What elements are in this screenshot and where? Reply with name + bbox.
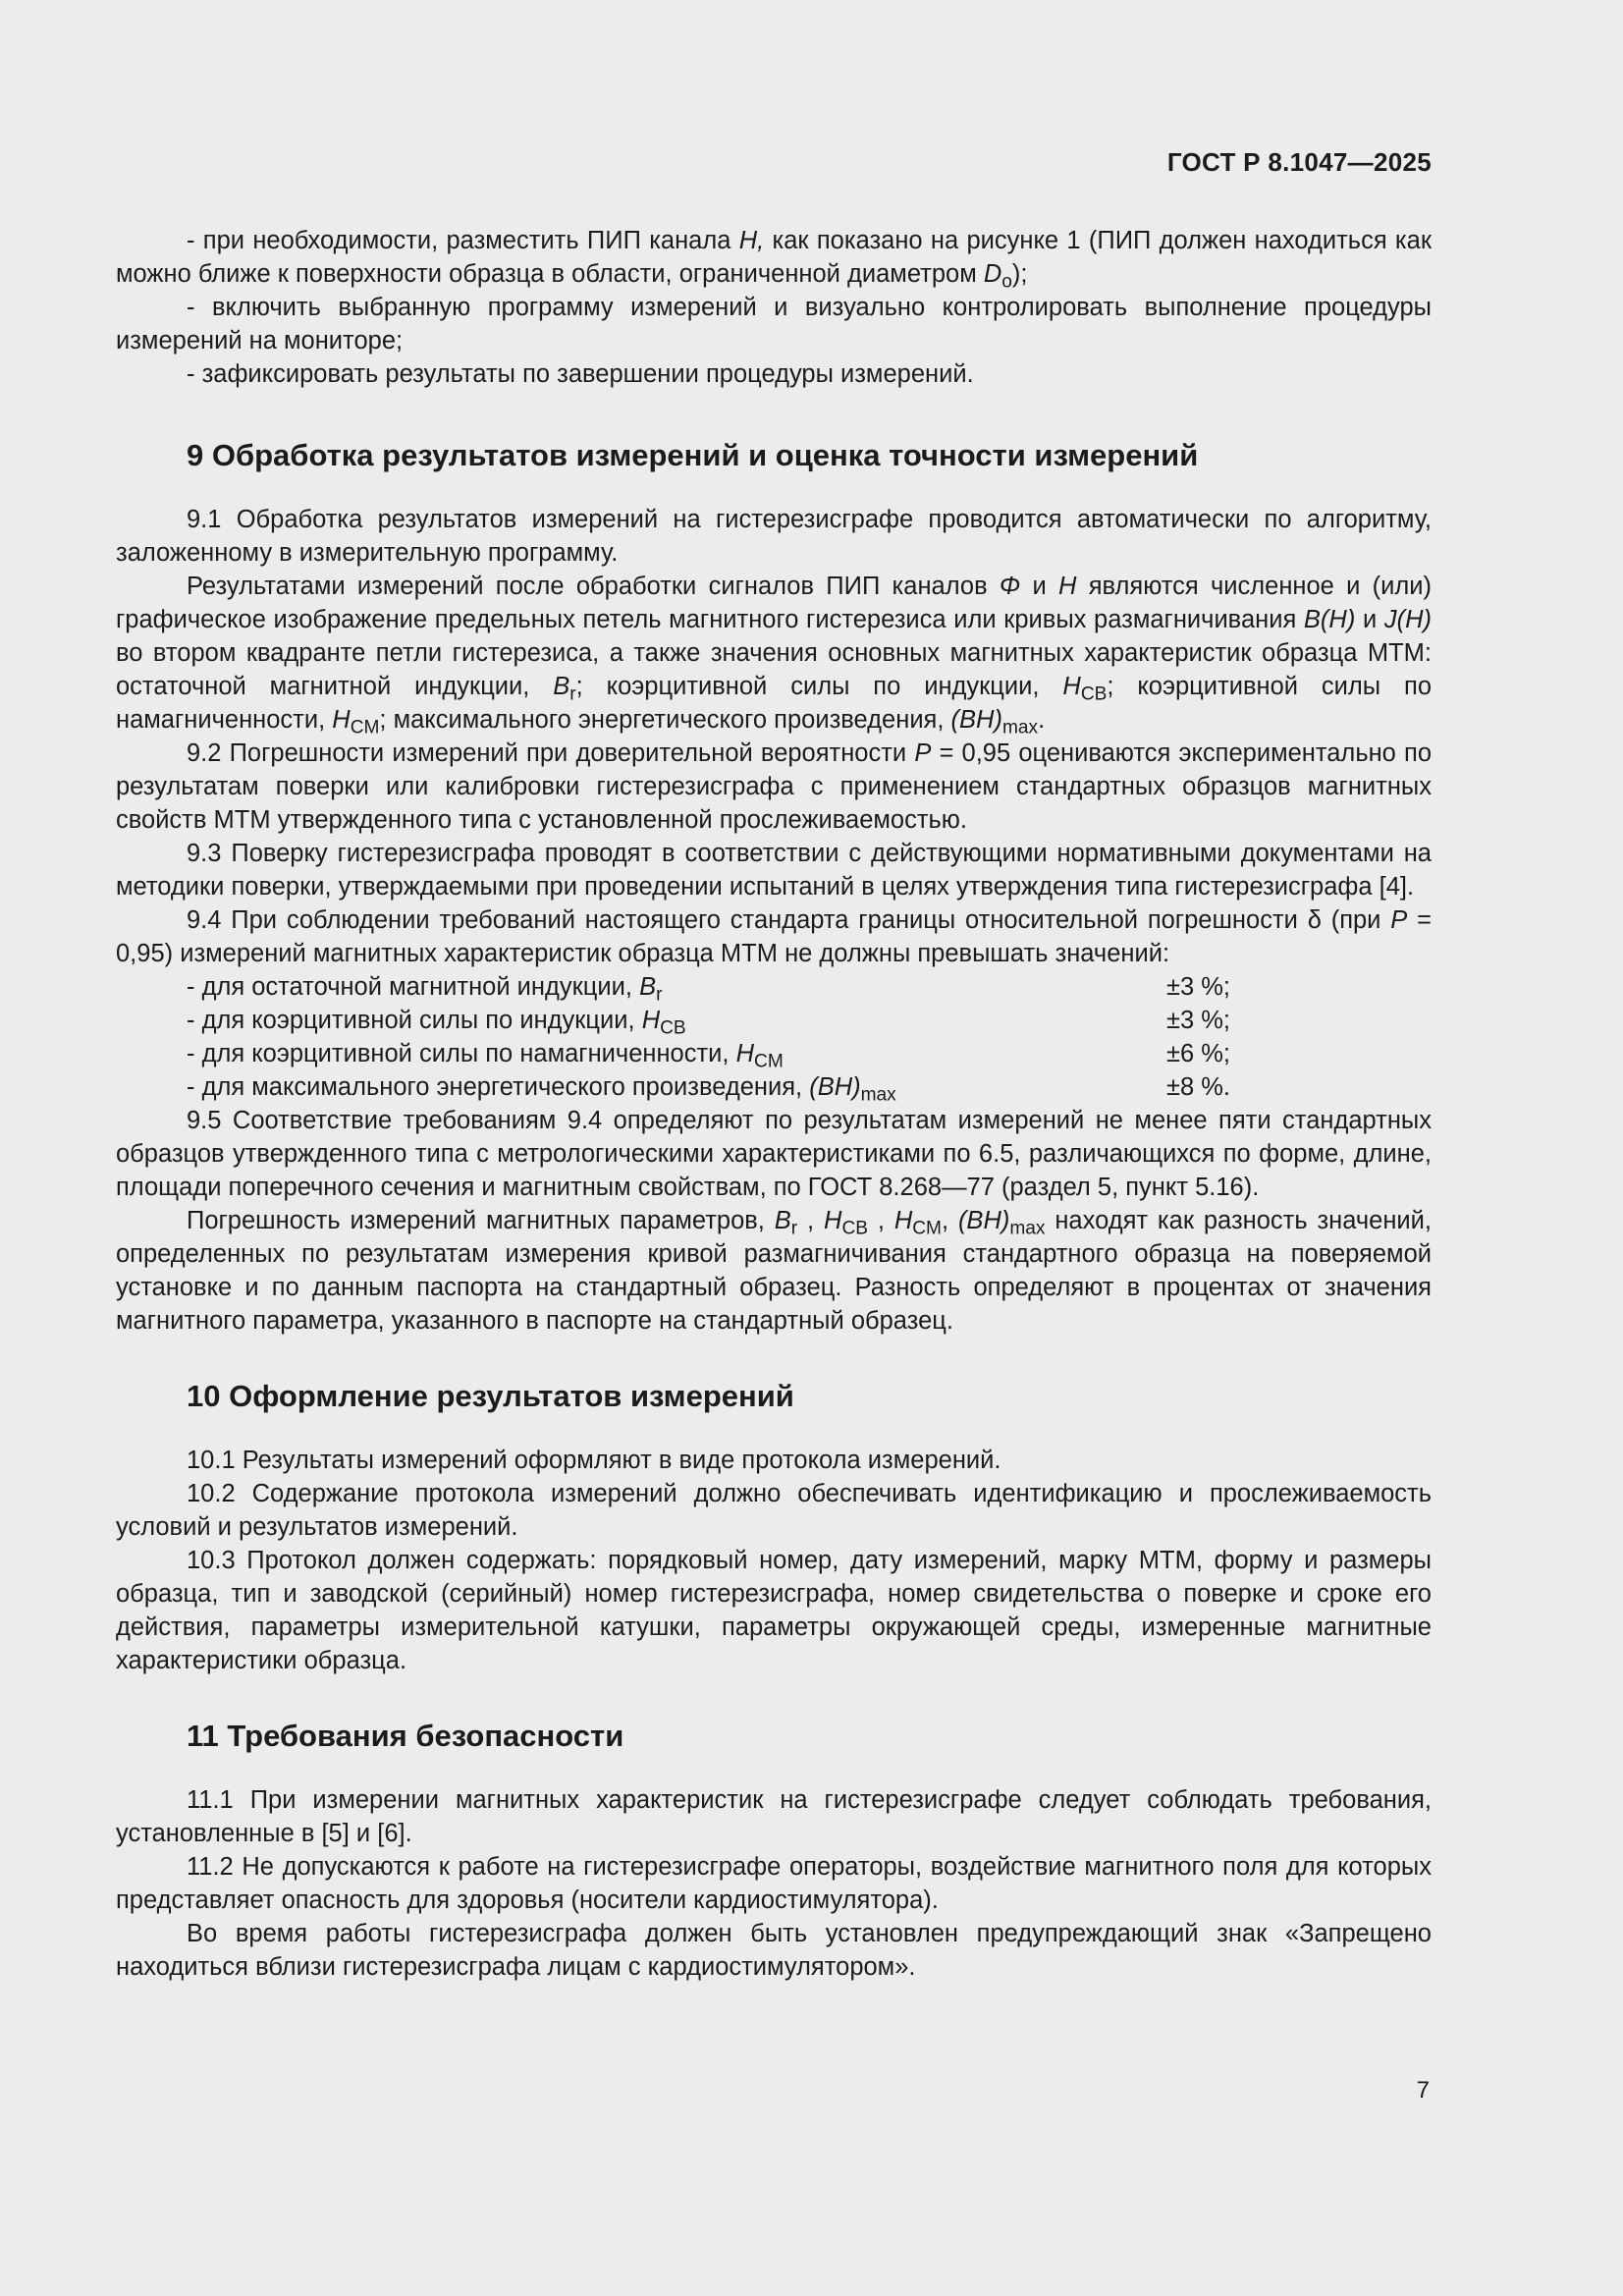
page-content bbox=[116, 224, 1432, 1984]
limits-list bbox=[116, 970, 1432, 1104]
para-9-1: 9.1 Обработка результатов измерений на гистерезисграфе проводится автоматически по алгоритму, заложенному в измерительную программу. bbox=[116, 506, 1432, 567]
intro-bullet-1: - при необходимости, разместить ПИП канала H, как показано на рисунке 1 (ПИП должен находиться как можно ближе к поверхности образца в области, ограниченной диаметром $D_o$); bbox=[116, 227, 1432, 293]
limit-row: - для остаточной магнитной индукции, $B_r$ ±3 %; bbox=[187, 970, 1432, 1004]
para-10-1: 10.1 Результаты измерений оформляют в виде протокола измерений. bbox=[187, 1447, 1001, 1474]
para-10-2: 10.2 Содержание протокола измерений должно обеспечивать идентификацию и прослеживаемость условий и результатов измерений. bbox=[116, 1480, 1432, 1541]
para-9-2: 9.2 Погрешности измерений при доверительной вероятности P = 0,95 оцениваются экспериментально по результатам поверки или калибровки гистерезисграфа с применением стандартных образцов магнитных свойств МТМ утвержденного типа с установленной прослеживаемостью. bbox=[116, 739, 1433, 834]
limit-value: ±3 %; bbox=[1166, 973, 1231, 1001]
document-code: ГОСТ Р 8.1047—2025 bbox=[1166, 147, 1432, 177]
para-10-3: 10.3 Протокол должен содержать: порядковый номер, дату измерений, марку МТМ, форму и размеры образца, тип и заводской (серийный) номер гистерезисграфа, номер свидетельства о поверке и сроке его действия, параметры измерительной катушки, параметры окружающей среды, измеренные магнитные характеристики образца. bbox=[116, 1547, 1432, 1674]
para-9-3: 9.3 Поверку гистерезисграфа проводят в соответствии с действующими нормативными документами на методики поверки, утверждаемыми при проведении испытаний в целях утверждения типа гистерезисграфа [4]. bbox=[116, 840, 1432, 901]
section-11-title: 11 Требования безопасности bbox=[187, 1719, 624, 1753]
intro-bullet-3: - зафиксировать результаты по завершении процедуры измерений. bbox=[187, 360, 974, 388]
limit-row: - для коэрцитивной силы по намагниченности, $H_{CM}$ ±6 %; bbox=[187, 1037, 1432, 1070]
limit-value: ±3 %; bbox=[1166, 1007, 1231, 1034]
para-11-1: 11.1 При измерении магнитных характеристик на гистерезисграфе следует соблюдать требования, установленные в [5] и [6]. bbox=[116, 1786, 1432, 1847]
limit-row: - для максимального энергетического произведения, $(BH)_{max}$ ±8 %. bbox=[187, 1070, 1432, 1104]
para-9-5: 9.5 Соответствие требованиям 9.4 определяют по результатам измерений не менее пяти стандартных образцов утвержденного типа с метрологическими характеристиками по 6.5, различающихся по форме, длине, площади поперечного сечения и магнитным свойствам, по ГОСТ 8.268—77 (раздел 5, пункт 5.16). bbox=[116, 1107, 1432, 1201]
para-9-4: 9.4 При соблюдении требований настоящего стандарта границы относительной погрешности δ (при P = 0,95) измерений магнитных характеристик образца МТМ не должны превышать значений: bbox=[116, 906, 1432, 967]
page-number: 7 bbox=[1416, 2077, 1430, 2104]
limit-value: ±6 %; bbox=[1166, 1040, 1231, 1067]
intro-bullet-2: - включить выбранную программу измерений и визуально контролировать выполнение процедуры измерений на мониторе; bbox=[116, 294, 1432, 355]
section-10-title: 10 Оформление результатов измерений bbox=[187, 1379, 794, 1413]
para-11-3: Во время работы гистерезисграфа должен быть установлен предупреждающий знак «Запрещено находиться вблизи гистерезисграфа лицам с кардиостимулятором». bbox=[116, 1920, 1432, 1981]
para-11-2: 11.2 Не допускаются к работе на гистерезисграфе операторы, воздействие магнитного поля для которых представляет опасность для здоровья (носители кардиостимулятора). bbox=[116, 1853, 1432, 1914]
para-9-1-results: Результатами измерений после обработки сигналов ПИП каналов Φ и H являются численное и (или) графическое изображение предельных петель магнитного гистерезиса или кривых размагничивания B(H) и J(H) во втором квадранте петли гистерезиса, а также значения основных магнитных характеристик образца МТМ: остаточной магнитной индукции, $B_r$; коэрцитивной силы по индукции, $H_{CB}$; коэрцитивной силы по намагниченности, $H_{CM}$; максимального энергетического произведения, $(BH)_{max}$. bbox=[116, 573, 1433, 738]
limit-row: - для коэрцитивной силы по индукции, $H_{CB}$ ±3 %; bbox=[187, 1004, 1432, 1037]
section-9-title: 9 Обработка результатов измерений и оценка точности измерений bbox=[187, 438, 1199, 472]
limit-value: ±8 %. bbox=[1166, 1073, 1231, 1101]
para-9-5-error: Погрешность измерений магнитных параметров, $B_r$ , $H_{CB}$ , $H_{CM}$, $(BH)_{max}$ находят как разность значений, определенных по результатам измерения кривой размагничивания стандартного образца на поверяемой установке и по данным паспорта на стандартный образец. Разность определяют в процентах от значения магнитного параметра, указанного в паспорте на стандартный образец. bbox=[116, 1207, 1433, 1335]
